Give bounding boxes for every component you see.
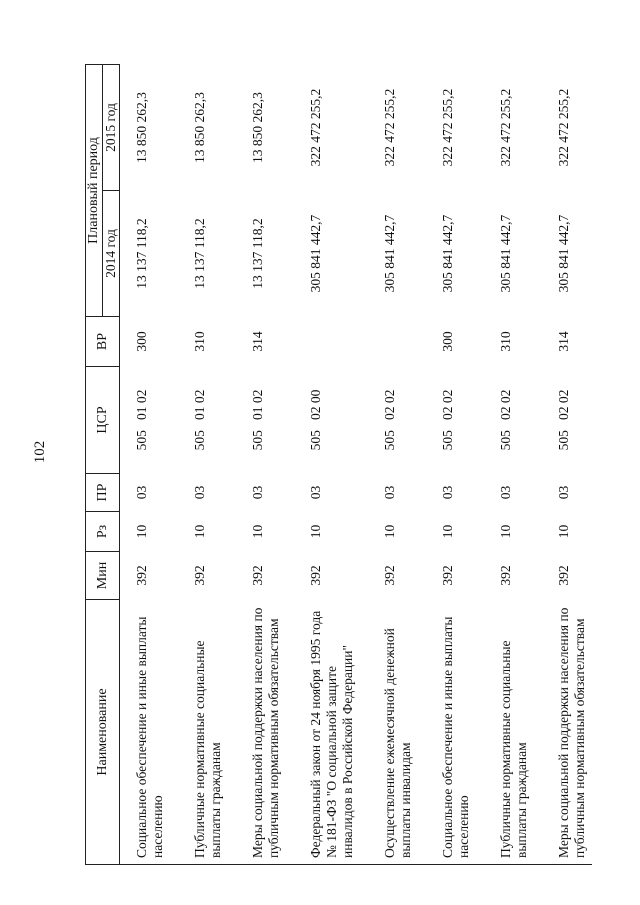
header-planning-period: Плановый период [86, 64, 103, 316]
row-pr: 03 [382, 485, 397, 500]
row-vr: 300 [440, 331, 455, 352]
table-row [120, 64, 181, 864]
row-pr: 03 [134, 485, 149, 500]
row-rz: 10 [308, 524, 323, 539]
row-amount-2014: 305 841 442,7 [382, 214, 397, 293]
row-vr: 314 [250, 331, 265, 352]
row-name: Социальное обеспечение и иные выплаты населению [428, 600, 486, 865]
row-amount-2015: 13 850 262,3 [192, 92, 207, 163]
row-rz: 10 [134, 524, 149, 539]
row-amount-2014: 13 137 118,2 [192, 218, 207, 289]
row-min: 392 [134, 565, 149, 586]
row-pr: 03 [498, 485, 513, 500]
row-amount-2015: 13 850 262,3 [250, 92, 265, 163]
row-vr: 314 [556, 331, 571, 352]
row-min: 392 [498, 565, 513, 586]
header-pr: ПР [86, 474, 120, 512]
row-csr: 505 01 02 [250, 389, 265, 451]
row-csr: 505 02 00 [308, 389, 323, 451]
header-vr: ВР [86, 317, 120, 367]
table-row [428, 64, 486, 864]
header-year-2014: 2014 год [103, 191, 120, 317]
header-year-2015: 2015 год [103, 64, 120, 190]
row-csr: 505 02 02 [556, 389, 571, 451]
row-rz: 10 [382, 524, 397, 539]
table-row [544, 64, 592, 864]
row-vr: 310 [498, 331, 513, 352]
table-row [180, 64, 238, 864]
row-name: Меры социальной поддержки населения по публичным нормативным обязательствам [238, 600, 296, 865]
table-body [120, 64, 593, 864]
row-amount-2015: 322 472 255,2 [498, 88, 513, 167]
row-vr: 310 [192, 331, 207, 352]
row-rz: 10 [250, 524, 265, 539]
row-amount-2015: 322 472 255,2 [382, 88, 397, 167]
row-name: Социальное обеспечение и иные выплаты населению [120, 600, 181, 865]
row-min: 392 [556, 565, 571, 586]
row-rz: 10 [498, 524, 513, 539]
table-row [238, 64, 296, 864]
table-row [296, 64, 370, 864]
row-amount-2015: 13 850 262,3 [134, 92, 149, 163]
row-amount-2015: 322 472 255,2 [308, 88, 323, 167]
table-row [486, 64, 544, 864]
row-csr: 505 01 02 [134, 389, 149, 451]
row-vr [370, 317, 428, 367]
page-number: 102 [32, 440, 48, 464]
row-pr: 03 [308, 485, 323, 500]
row-rz: 10 [556, 524, 571, 539]
row-csr: 505 02 02 [440, 389, 455, 451]
row-min: 392 [382, 565, 397, 586]
row-amount-2014: 13 137 118,2 [134, 218, 149, 289]
header-min: Мин [86, 552, 120, 600]
row-pr: 03 [556, 485, 571, 500]
row-vr: 300 [134, 331, 149, 352]
row-amount-2015: 322 472 255,2 [556, 88, 571, 167]
table-row [370, 64, 428, 864]
row-amount-2014: 305 841 442,7 [556, 214, 571, 293]
row-rz: 10 [440, 524, 455, 539]
row-name: Осуществление ежемесячной денежной выплаты инвалидам [370, 600, 428, 865]
row-pr: 03 [250, 485, 265, 500]
budget-table [85, 64, 592, 865]
row-amount-2014: 305 841 442,7 [498, 214, 513, 293]
row-name: Публичные нормативные социальные выплаты гражданам [486, 600, 544, 865]
row-amount-2014: 305 841 442,7 [308, 214, 323, 293]
rotated-page-content [85, 65, 587, 865]
row-min: 392 [192, 565, 207, 586]
row-name: Меры социальной поддержки населения по публичным нормативным обязательствам [544, 600, 592, 865]
row-csr: 505 02 02 [382, 389, 397, 451]
row-amount-2014: 13 137 118,2 [250, 218, 265, 289]
header-name: Наименование [86, 600, 120, 865]
row-vr [296, 317, 370, 367]
header-csr: ЦСР [86, 367, 120, 474]
table-header [86, 64, 120, 864]
row-min: 392 [440, 565, 455, 586]
row-name: Федеральный закон от 24 ноября 1995 года № 181-ФЗ "О социальной защите инвалидов в Российской Федерации" [296, 600, 370, 865]
header-rz: Рз [86, 512, 120, 552]
row-pr: 03 [192, 485, 207, 500]
row-min: 392 [250, 565, 265, 586]
row-csr: 505 02 02 [498, 389, 513, 451]
row-amount-2014: 305 841 442,7 [440, 214, 455, 293]
row-name: Публичные нормативные социальные выплаты гражданам [180, 600, 238, 865]
row-amount-2015: 322 472 255,2 [440, 88, 455, 167]
row-csr: 505 01 02 [192, 389, 207, 451]
row-pr: 03 [440, 485, 455, 500]
row-rz: 10 [192, 524, 207, 539]
row-min: 392 [308, 565, 323, 586]
